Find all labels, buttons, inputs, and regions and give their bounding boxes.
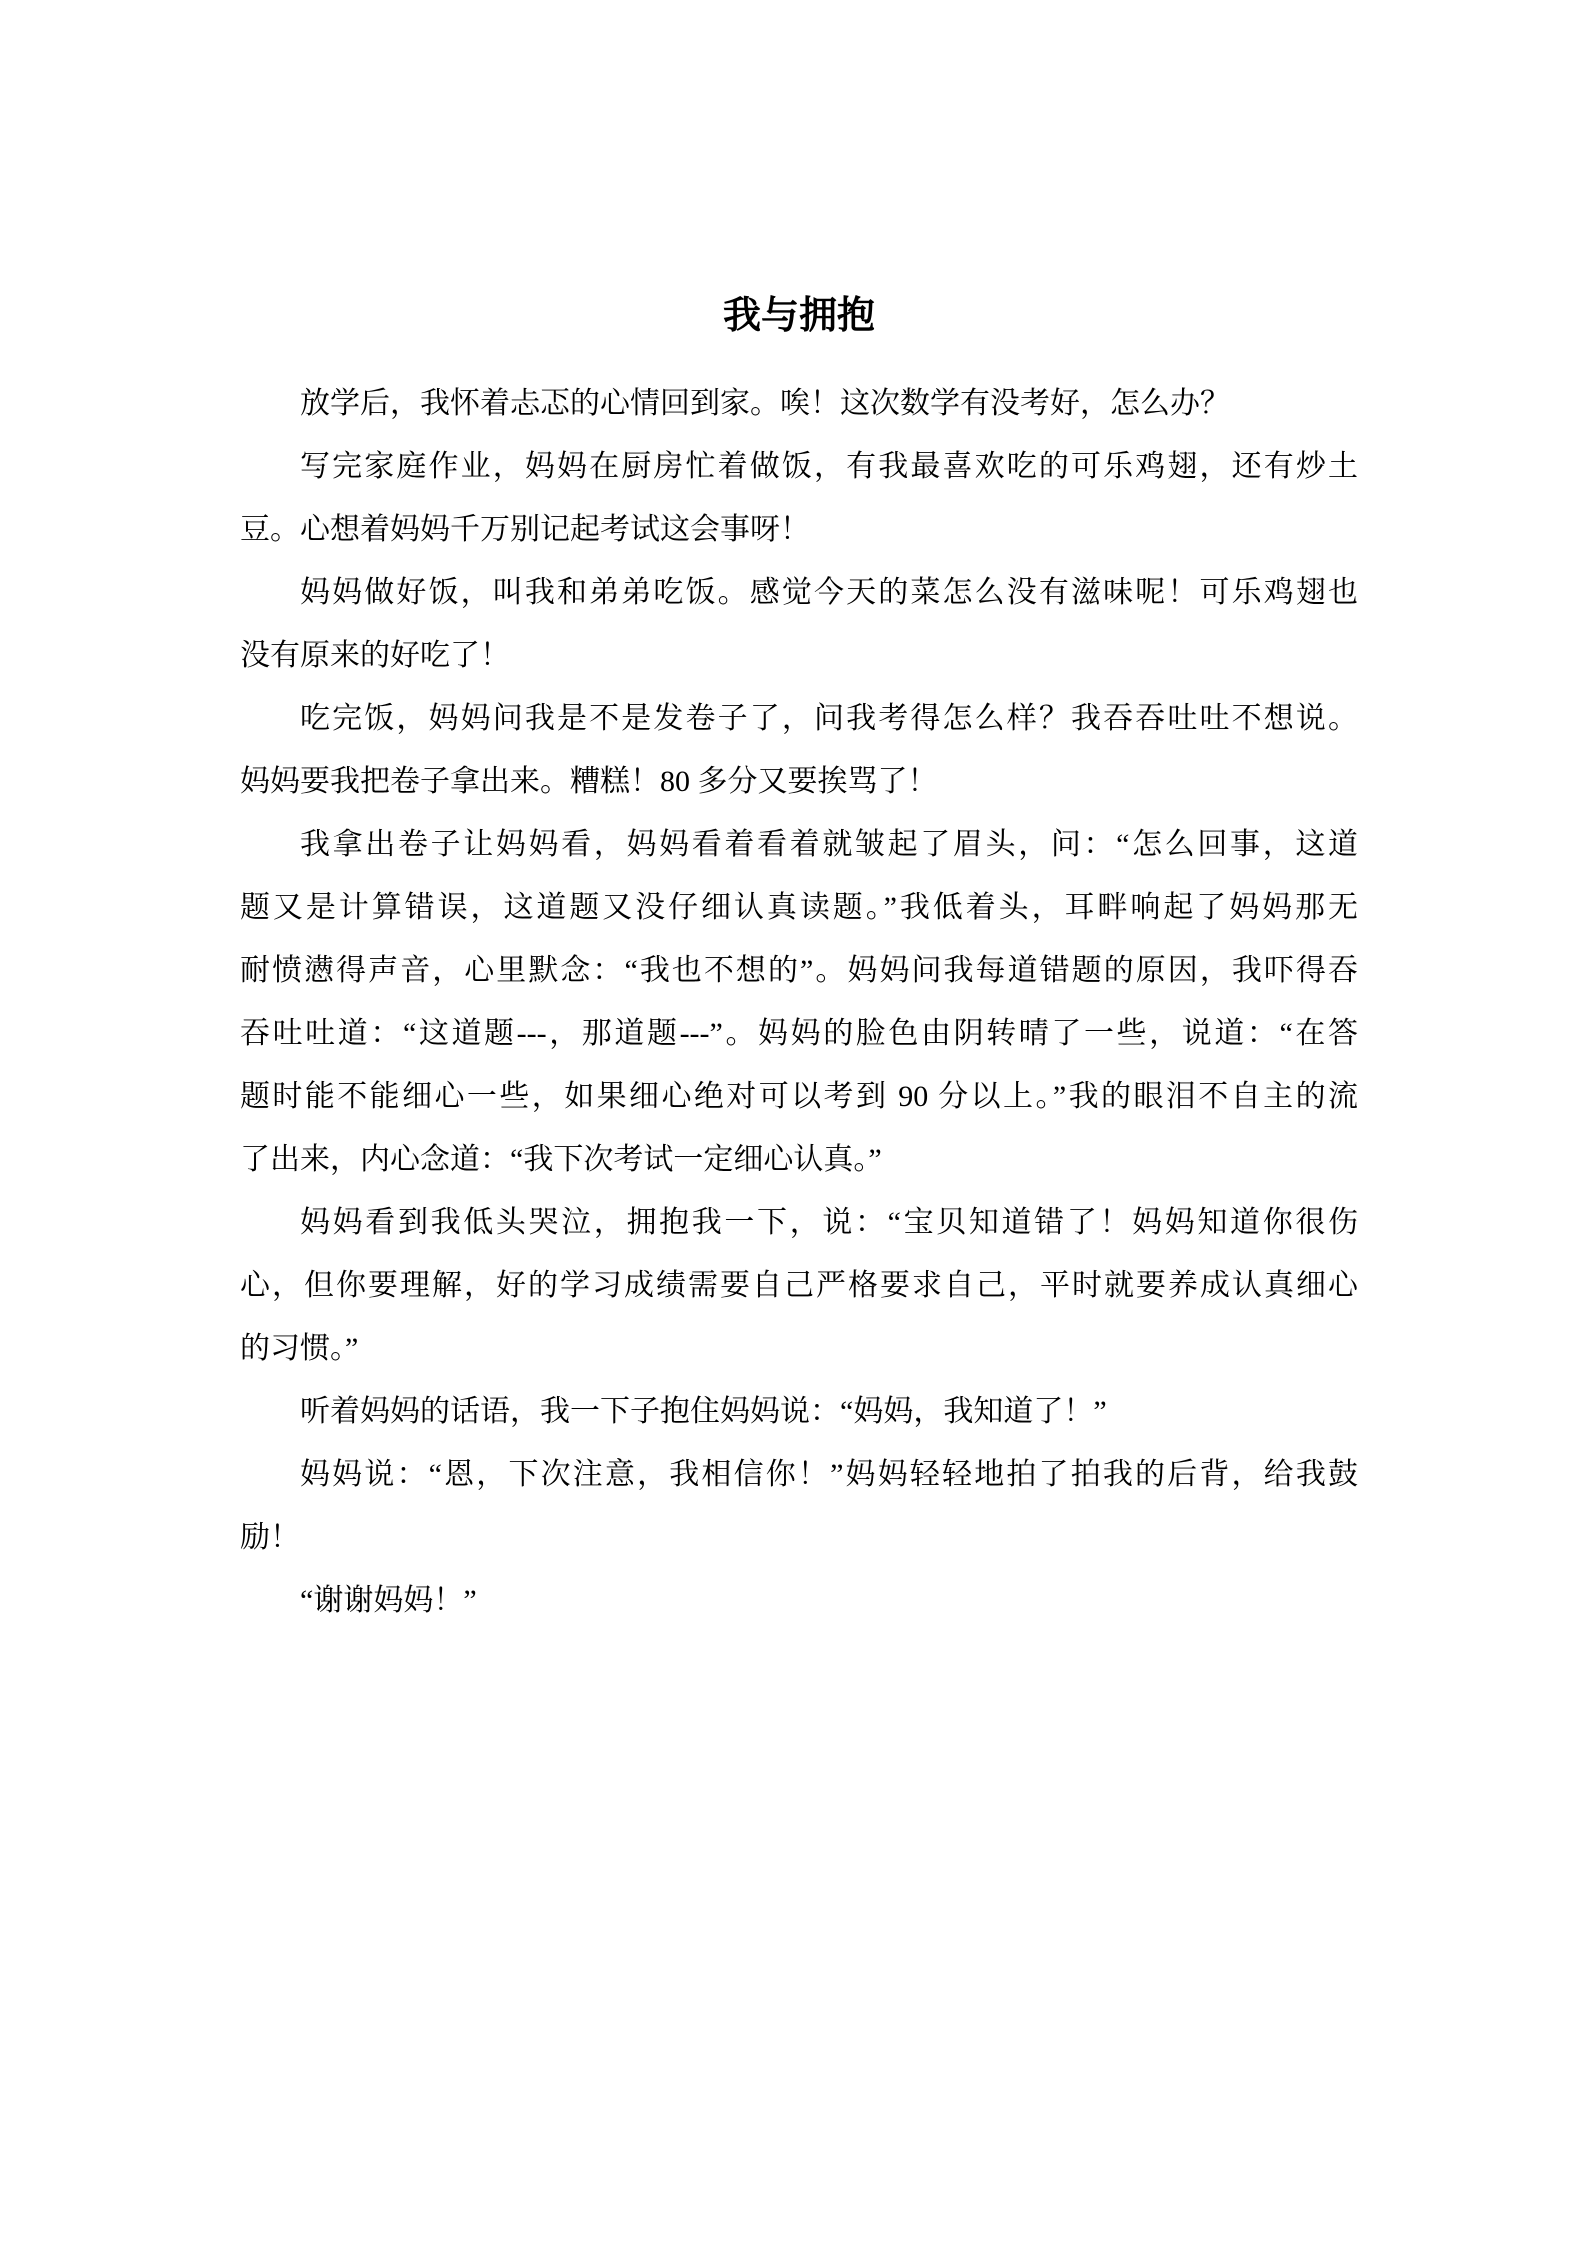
text-line: 妈妈说：“恩，下次注意，我相信你！”妈妈轻轻地拍了拍我的后背，给我鼓 (300, 1458, 1358, 1491)
text-line: 妈妈看到我低头哭泣，拥抱我一下，说：“宝贝知道错了！妈妈知道你很伤 (300, 1206, 1358, 1239)
paragraph-7 (240, 1380, 1358, 1443)
text-line: 心，但你要理解，好的学习成绩需要自己严格要求自己，平时就要养成认真细心 (240, 1269, 1358, 1302)
text-line: 耐愤懑得声音，心里默念：“我也不想的”。妈妈问我每道错题的原因，我吓得吞 (240, 954, 1358, 987)
text-line: 题时能不能细心一些，如果细心绝对可以考到 90 分以上。”我的眼泪不自主的流 (240, 1080, 1358, 1113)
text-line: 妈妈要我把卷子拿出来。糟糕！80 多分又要挨骂了！ (240, 765, 938, 798)
document-title: 我与拥抱 (722, 295, 875, 337)
text-line: 放学后，我怀着忐忑的心情回到家。唉！这次数学有没考好，怎么办？ (300, 387, 1230, 420)
text-line: 写完家庭作业，妈妈在厨房忙着做饭，有我最喜欢吃的可乐鸡翅，还有炒土 (300, 450, 1358, 483)
text-line: 励！ (240, 1521, 300, 1554)
text-line: 听着妈妈的话语，我一下子抱住妈妈说：“妈妈，我知道了！” (300, 1395, 1107, 1428)
text-line: 题又是计算错误，这道题又没仔细认真读题。”我低着头，耳畔响起了妈妈那无 (240, 891, 1358, 924)
text-line: 的习惯。” (240, 1332, 359, 1365)
text-line: 没有原来的好吃了！ (240, 639, 510, 672)
text-line: “谢谢妈妈！” (300, 1584, 477, 1617)
text-line: 吞吐吐道：“这道题---，那道题---”。妈妈的脸色由阴转晴了一些，说道：“在答 (240, 1017, 1358, 1050)
paragraph-8 (240, 1443, 1358, 1569)
text-line: 妈妈做好饭，叫我和弟弟吃饭。感觉今天的菜怎么没有滋味呢！可乐鸡翅也 (300, 576, 1358, 609)
paragraph-2 (240, 435, 1358, 561)
paragraph-4 (240, 687, 1358, 813)
paragraph-5 (240, 813, 1358, 1191)
text-line: 我拿出卷子让妈妈看，妈妈看着看着就皱起了眉头，问：“怎么回事，这道 (300, 828, 1358, 861)
text-line: 了出来，内心念道：“我下次考试一定细心认真。” (240, 1143, 882, 1176)
document-body (240, 372, 1358, 1632)
text-line: 豆。心想着妈妈千万别记起考试这会事呀！ (240, 513, 810, 546)
paragraph-1 (240, 372, 1358, 435)
paragraph-6 (240, 1191, 1358, 1380)
paragraph-3 (240, 561, 1358, 687)
text-line: 吃完饭，妈妈问我是不是发卷子了，问我考得怎么样？我吞吞吐吐不想说。 (300, 702, 1358, 735)
paragraph-9 (240, 1569, 1358, 1632)
